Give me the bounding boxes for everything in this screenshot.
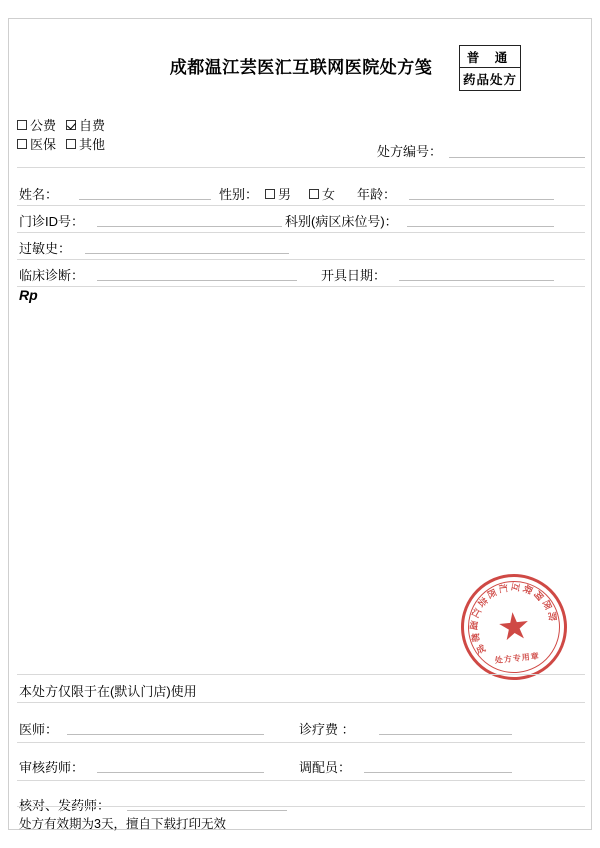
department-label: 科别(病区床位号)： <box>285 214 398 229</box>
rp-marker: Rp <box>19 287 38 303</box>
divider <box>17 205 585 206</box>
divider <box>17 674 585 675</box>
checkbox-checked-icon[interactable] <box>66 120 76 130</box>
age-input[interactable] <box>409 199 554 200</box>
gender-female-label: 女 <box>322 187 336 202</box>
divider <box>17 286 585 287</box>
payment-option-label: 医保 <box>30 137 57 152</box>
reviewer-label: 审核药师： <box>19 760 85 775</box>
rx-type-line2: 药品处方 <box>462 73 517 87</box>
rx-type-box <box>459 45 521 91</box>
doctor-label: 医师： <box>19 722 59 737</box>
age-label: 年龄： <box>357 187 397 202</box>
divider <box>17 167 585 168</box>
checkbox-icon[interactable] <box>66 139 76 149</box>
gender-option-female[interactable] <box>309 184 335 203</box>
divider <box>17 702 585 703</box>
rx-number-input[interactable] <box>449 157 585 158</box>
prescription-sheet <box>8 18 592 830</box>
checkbox-icon[interactable] <box>265 189 275 199</box>
payment-option-insurance[interactable] <box>17 134 56 153</box>
name-label: 姓名： <box>19 187 59 202</box>
divider <box>17 742 585 743</box>
payment-option-self[interactable] <box>66 115 105 134</box>
payment-option-label: 公费 <box>30 118 57 133</box>
checker-signature-input[interactable] <box>127 810 287 811</box>
issue-date-input[interactable] <box>399 280 554 281</box>
gender-male-label: 男 <box>278 187 292 202</box>
fee-input[interactable] <box>379 734 512 735</box>
divider <box>17 259 585 260</box>
validity-note: 处方有效期为3天，擅自下载打印无效 <box>19 817 226 831</box>
outpatient-id-input[interactable] <box>97 226 282 227</box>
payment-option-label: 其他 <box>79 137 106 152</box>
payment-row-2 <box>17 134 115 153</box>
diagnosis-input[interactable] <box>97 280 297 281</box>
checkbox-icon[interactable] <box>309 189 319 199</box>
fee-label: 诊疗费 ： <box>299 722 355 737</box>
divider <box>17 806 585 807</box>
department-input[interactable] <box>407 226 554 227</box>
doctor-signature-input[interactable] <box>67 734 264 735</box>
issue-date-label: 开具日期： <box>321 268 387 283</box>
dispenser-signature-input[interactable] <box>364 772 512 773</box>
gender-label: 性别： <box>219 187 259 202</box>
seal-sub-text: 处方专用章 <box>494 651 541 666</box>
payment-method-group <box>17 115 115 153</box>
payment-option-label: 自费 <box>79 118 106 133</box>
payment-option-other[interactable] <box>66 134 105 153</box>
payment-row-1 <box>17 115 115 134</box>
official-seal <box>456 569 572 685</box>
diagnosis-label: 临床诊断： <box>19 268 85 283</box>
checkbox-icon[interactable] <box>17 120 27 130</box>
payment-option-public[interactable] <box>17 115 56 134</box>
name-input[interactable] <box>79 199 211 200</box>
checkbox-icon[interactable] <box>17 139 27 149</box>
allergy-label: 过敏史： <box>19 241 72 256</box>
usage-note: 本处方仅限于在(默认门店)使用 <box>19 684 197 699</box>
rx-type-line1: 普 通 <box>460 46 520 68</box>
outpatient-id-label: 门诊ID号： <box>19 214 85 229</box>
divider <box>17 232 585 233</box>
rx-number-label: 处方编号： <box>377 144 443 159</box>
checker-label: 核对、发药师： <box>19 798 111 813</box>
dispenser-label: 调配员： <box>299 760 352 775</box>
seal-ring-text: 成 都 温 江 芸 医 汇 互 联 网 医 院 <box>468 581 558 656</box>
reviewer-signature-input[interactable] <box>97 772 264 773</box>
page-title: 成都温江芸医汇互联网医院处方笺 <box>169 58 433 77</box>
allergy-input[interactable] <box>85 253 289 254</box>
gender-option-male[interactable] <box>265 184 291 203</box>
divider <box>17 780 585 781</box>
